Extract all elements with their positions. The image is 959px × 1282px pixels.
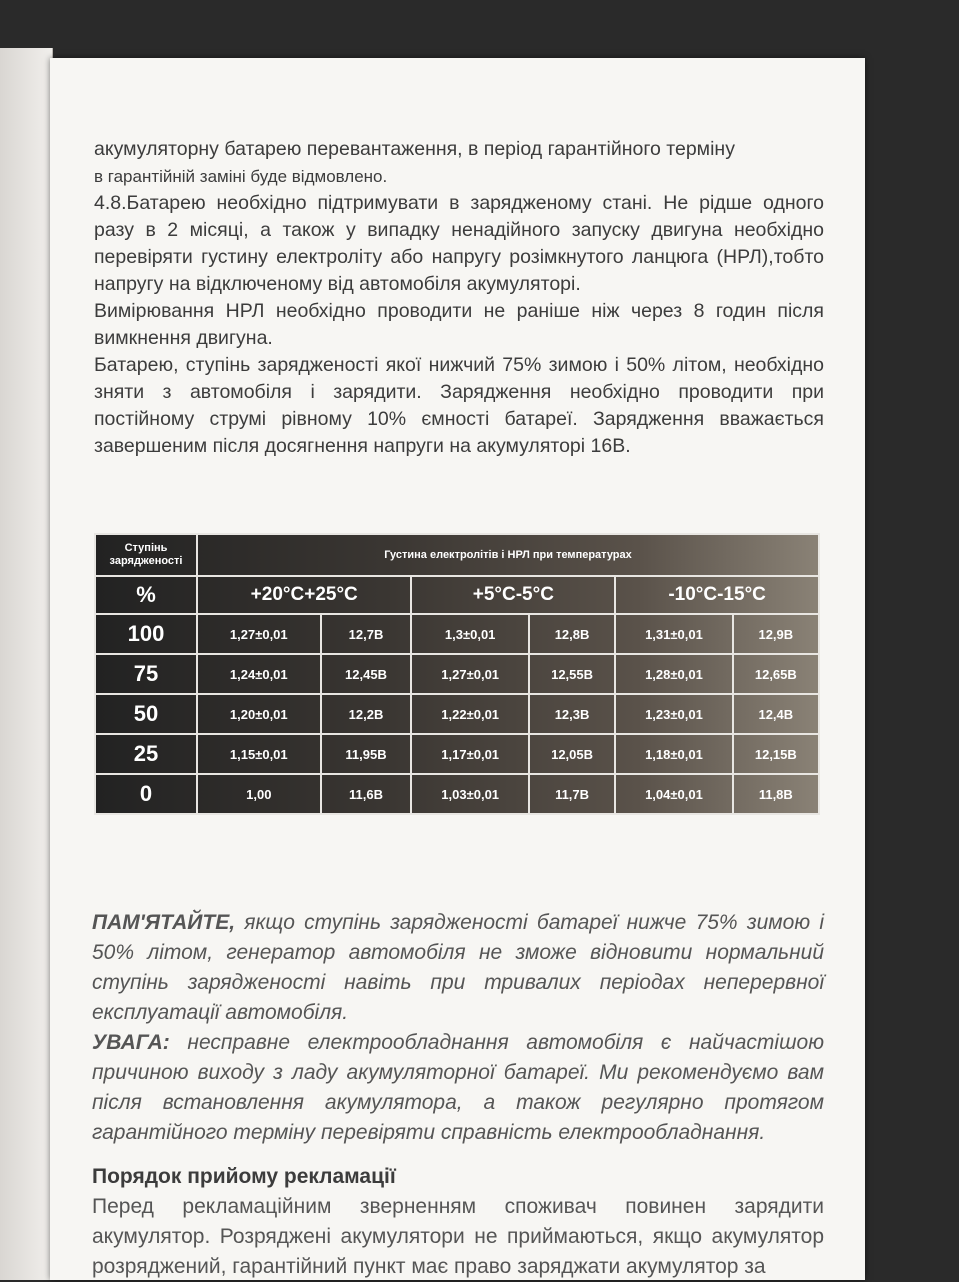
adjacent-page [0,48,53,1280]
remember-text: якщо ступінь зарядженості батареї нижче 75% зимою і 50% літом, генератор автомобіля не зможе відновити нормальний ступінь зарядженості навіть при тривалих періодах неперервної експлуатації автомобіля. [92,911,824,1024]
table-cell: 1,15±0,01 [197,734,321,774]
attention-text: несправне електрообладнання автомобіля є найчастішою причиною виходу з ладу акумуляторної батареї. Ми рекомендуємо вам після встановлення акумулятора, а також регулярно протягом гарантійного терміну перевіряти справність електрообладнання. [92,1031,824,1144]
table-cell: 1,18±0,01 [615,734,732,774]
temp-header-2: +5°C-5°C [411,576,615,614]
percent-header: % [95,576,197,614]
row-percent: 100 [95,614,197,654]
table-cell: 1,20±0,01 [197,694,321,734]
table-cell: 11,95В [321,734,412,774]
temp-header-1: +20°C+25°C [197,576,411,614]
paragraph-3: 4.8.Батарею необхідно підтримувати в зарядженому стані. Не рідше одного разу в 2 місяці, а також у випадку ненадійного запуску двигуна необхідно перевіряти густину електроліту або напругу розімкнутого ланцюга (НРЛ),тобто напругу на відключеному від автомобіля акумуляторі. [94,192,824,295]
paragraph-2: в гарантійній заміні буде відмовлено. [94,167,388,186]
paragraph-1: акумуляторну батарею перевантаження, в період гарантійного терміну [94,138,735,160]
row-percent: 75 [95,654,197,694]
table-cell: 1,24±0,01 [197,654,321,694]
table-row [95,694,819,734]
table-cell: 12,45В [321,654,412,694]
row-percent: 50 [95,694,197,734]
table-cell: 1,27±0,01 [197,614,321,654]
table-cell: 12,65В [733,654,819,694]
remember-note [92,908,824,1028]
table-cell: 12,8В [529,614,615,654]
table-cell: 12,15В [733,734,819,774]
attention-note [92,1028,824,1148]
paragraph-5: Батарею, ступінь зарядженості якої нижчий 75% зимою і 50% літом, необхідно зняти з автомобіля і зарядити. Зарядження необхідно проводити при постійному струмі рівному 10% ємності батареї. Зарядження вважається завершеним після досягнення напруги на акумуляторі 16В. [94,354,824,457]
table-cell: 11,7В [529,774,615,814]
electrolyte-density-table [94,533,820,815]
warnings-block [92,908,824,1148]
table-cell: 12,3В [529,694,615,734]
table-cell: 1,04±0,01 [615,774,732,814]
charge-level-header: Ступінь зарядженості [95,534,197,576]
table-cell: 11,6В [321,774,412,814]
table-cell: 1,22±0,01 [411,694,528,734]
table-cell: 1,17±0,01 [411,734,528,774]
booklet-page [50,58,865,1280]
table-cell: 1,27±0,01 [411,654,528,694]
table-cell: 1,03±0,01 [411,774,528,814]
table-cell: 12,2В [321,694,412,734]
table-cell: 1,28±0,01 [615,654,732,694]
table-cell: 12,7В [321,614,412,654]
table-cell: 12,4В [733,694,819,734]
table-cell: 1,3±0,01 [411,614,528,654]
claims-text: Перед рекламаційним зверненням споживач повинен зарядити акумулятор. Розряджені акумулятори не приймаються, якщо акумулятор розряджений, гарантійний пункт має право заряджати акумулятор за [92,1195,824,1278]
temp-header-3: -10°C-15°C [615,576,819,614]
table-row [95,614,819,654]
table-row [95,654,819,694]
table-row [95,774,819,814]
row-percent: 0 [95,774,197,814]
table-cell: 11,8В [733,774,819,814]
claims-title: Порядок прийому рекламації [92,1165,396,1188]
density-header: Густина електролітів і НРЛ при температурах [197,534,819,576]
table-cell: 1,00 [197,774,321,814]
table-cell: 12,9В [733,614,819,654]
table-cell: 12,05В [529,734,615,774]
remember-lead: ПАМ'ЯТАЙТЕ, [92,911,236,934]
table-cell: 1,23±0,01 [615,694,732,734]
paragraph-4: Вимірювання НРЛ необхідно проводити не раніше ніж через 8 годин після вимкнення двигуна. [94,300,824,349]
table-row [95,734,819,774]
attention-lead: УВАГА: [92,1031,170,1054]
battery-maintenance-text [94,136,824,460]
table-cell: 12,55В [529,654,615,694]
table-cell: 1,31±0,01 [615,614,732,654]
row-percent: 25 [95,734,197,774]
